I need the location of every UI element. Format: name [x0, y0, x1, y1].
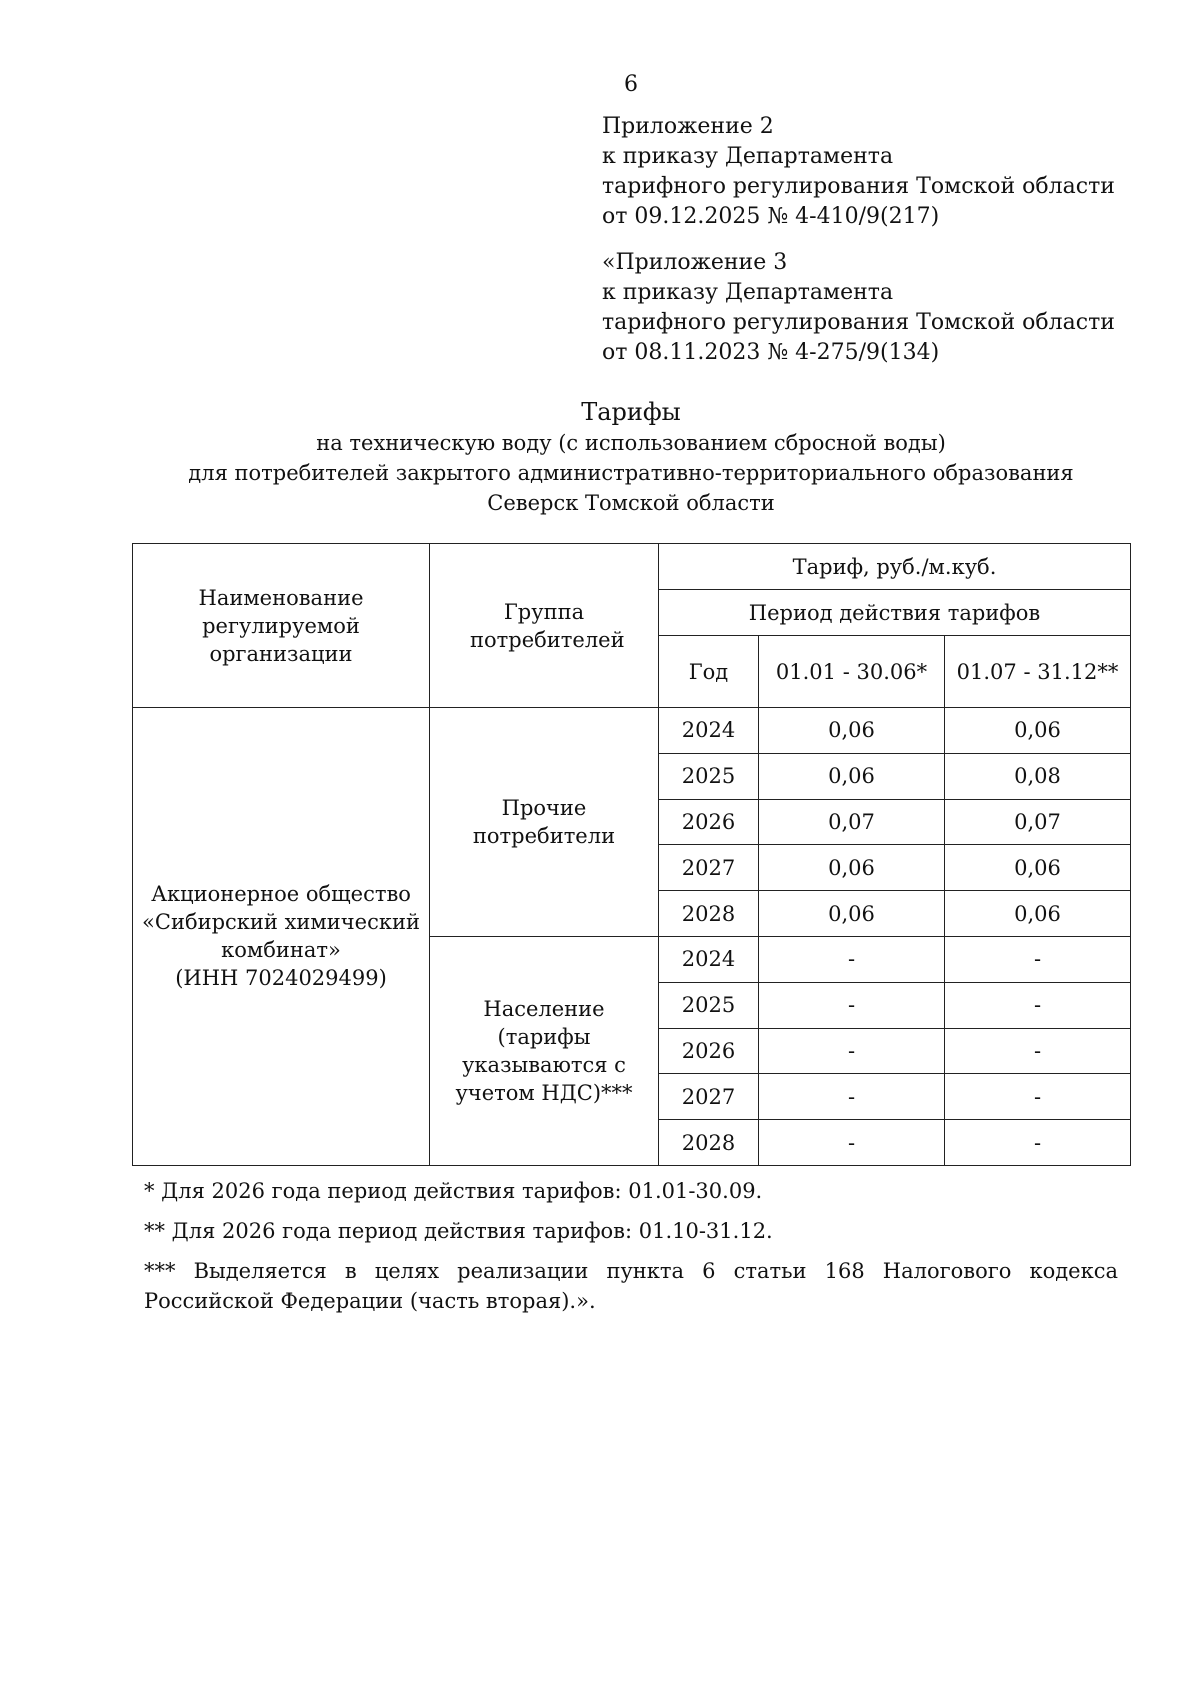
organization-name	[133, 708, 430, 1166]
tariff-half-1-cell: 0,07	[759, 799, 945, 845]
year-cell: 2027	[659, 1074, 759, 1120]
organization-name-line: Акционерное общество	[151, 882, 411, 907]
header-half-1: 01.01 - 30.06*	[759, 636, 945, 708]
appendix-current-header	[602, 112, 1115, 232]
footnote-1: * Для 2026 года период действия тарифов: 01.01-30.09.	[144, 1179, 763, 1203]
header-tariff: Тариф, руб./м.куб.	[659, 544, 1131, 590]
footnotes	[144, 1176, 1118, 1326]
footnote-3: *** Выделяется в целях реализации пункта 6 статьи 168 Налогового кодекса Российской Федерации (часть вторая).».	[144, 1259, 1118, 1313]
tariff-half-2-cell: 0,06	[945, 891, 1131, 937]
year-cell: 2025	[659, 753, 759, 799]
document-subtitle-line-3: Северск Томской области	[487, 491, 775, 515]
appendix-amended-line-2: к приказу Департамента	[602, 280, 894, 305]
tariff-half-2-cell: -	[945, 1028, 1131, 1074]
header-consumer-group: Группа потребителей	[430, 544, 659, 708]
tariff-half-2-cell: 0,08	[945, 753, 1131, 799]
tariff-half-1-cell: 0,06	[759, 753, 945, 799]
tariff-half-1-cell: -	[759, 1028, 945, 1074]
tariff-half-1-cell: 0,06	[759, 891, 945, 937]
year-cell: 2028	[659, 891, 759, 937]
consumer-group-name: Прочие потребители	[430, 708, 659, 937]
footnote-2: ** Для 2026 года период действия тарифов: 01.10-31.12.	[144, 1219, 773, 1243]
tariff-half-2-cell: 0,06	[945, 708, 1131, 754]
tariff-half-1-cell: -	[759, 1074, 945, 1120]
tariff-half-1-cell: -	[759, 936, 945, 982]
appendix-current-line-3: тарифного регулирования Томской области	[602, 174, 1115, 199]
tariff-half-2-cell: -	[945, 936, 1131, 982]
appendix-amended-line-4: от 08.11.2023 № 4-275/9(134)	[602, 340, 940, 365]
organization-name-line: (ИНН 7024029499)	[175, 966, 387, 991]
tariff-half-2-cell: -	[945, 1120, 1131, 1166]
document-subtitle-line-1: на техническую воду (с использованием сбросной воды)	[316, 431, 946, 455]
tariff-half-1-cell: -	[759, 982, 945, 1028]
appendix-current-line-1: Приложение 2	[602, 114, 774, 139]
page-number: 6	[624, 72, 638, 97]
header-year: Год	[659, 636, 759, 708]
table-row	[133, 708, 1131, 754]
document-title: Тарифы	[581, 398, 681, 426]
organization-name-line: комбинат»	[221, 938, 341, 963]
year-cell: 2027	[659, 845, 759, 891]
header-period: Период действия тарифов	[659, 590, 1131, 636]
year-cell: 2024	[659, 708, 759, 754]
year-cell: 2026	[659, 799, 759, 845]
appendix-amended-line-3: тарифного регулирования Томской области	[602, 310, 1115, 335]
appendix-current-line-4: от 09.12.2025 № 4-410/9(217)	[602, 204, 940, 229]
year-cell: 2024	[659, 936, 759, 982]
year-cell: 2025	[659, 982, 759, 1028]
header-organization: Наименование регулируемой организации	[133, 544, 430, 708]
header-row-1	[133, 544, 1131, 590]
organization-name-line: «Сибирский химический	[142, 910, 420, 935]
year-cell: 2026	[659, 1028, 759, 1074]
header-half-2: 01.07 - 31.12**	[945, 636, 1131, 708]
document-subtitle-line-2: для потребителей закрытого административно-территориального образования	[188, 461, 1074, 485]
tariff-table	[132, 543, 1131, 1166]
appendix-amended-line-1: «Приложение 3	[602, 250, 788, 275]
tariff-half-1-cell: -	[759, 1120, 945, 1166]
appendix-amended-header	[602, 248, 1115, 368]
consumer-group-name: Население (тарифы указываются с учетом НДС)***	[430, 936, 659, 1165]
document-title-block	[0, 396, 1200, 518]
tariff-half-1-cell: 0,06	[759, 845, 945, 891]
tariff-half-2-cell: -	[945, 982, 1131, 1028]
tariff-half-1-cell: 0,06	[759, 708, 945, 754]
tariff-half-2-cell: 0,07	[945, 799, 1131, 845]
appendix-current-line-2: к приказу Департамента	[602, 144, 894, 169]
tariff-half-2-cell: -	[945, 1074, 1131, 1120]
tariff-half-2-cell: 0,06	[945, 845, 1131, 891]
year-cell: 2028	[659, 1120, 759, 1166]
